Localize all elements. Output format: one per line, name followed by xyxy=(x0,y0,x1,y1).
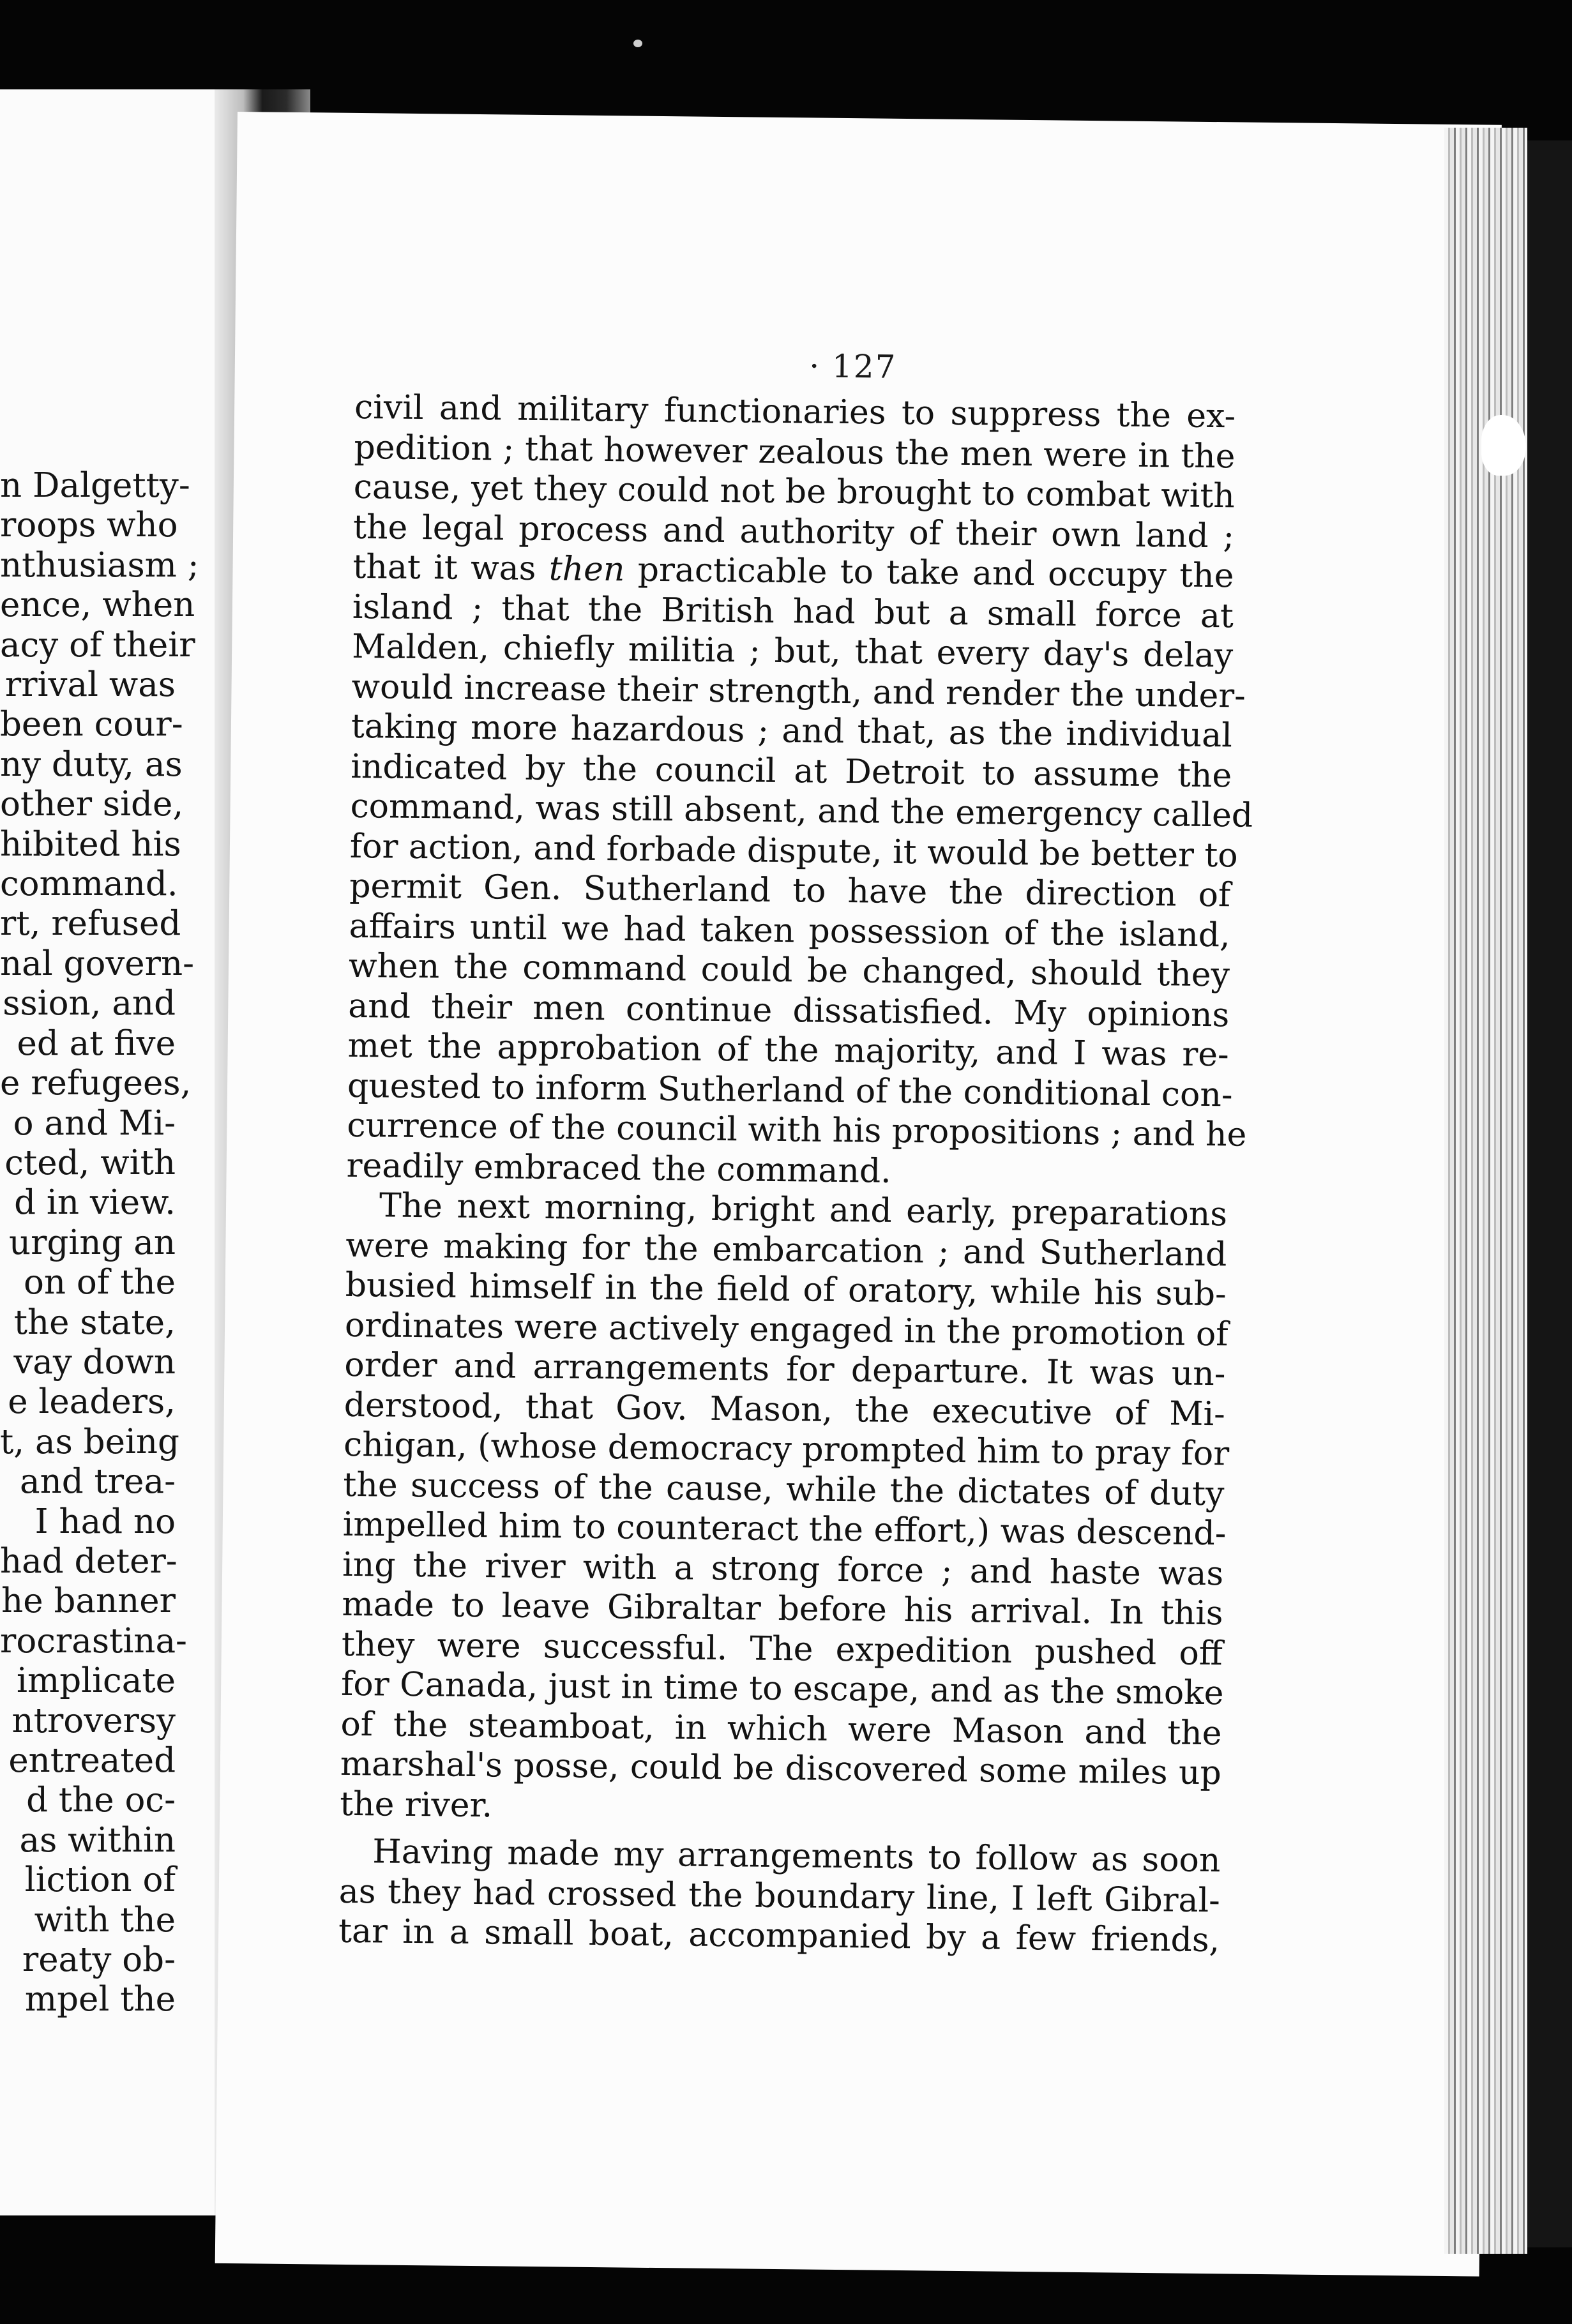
text-line: the legal process and authority of their own land ; xyxy=(352,508,1235,555)
left-text-line: with the xyxy=(34,1900,176,1940)
left-text-line: nal govern- xyxy=(0,944,195,983)
left-text-line: e refugees, xyxy=(0,1064,192,1103)
text-line: quested to inform Sutherland of the conditional con- xyxy=(347,1066,1233,1114)
text-line: that it was then practicable to take and occupy the xyxy=(352,547,1234,596)
text-line: civil and military functionaries to suppress the ex- xyxy=(354,388,1236,436)
emphasis-then: then xyxy=(548,550,625,589)
text-line: marshal's posse, could be discovered some miles up xyxy=(340,1744,1222,1793)
dust-speck xyxy=(633,40,642,47)
text-line: of the steamboat, in which were Mason and the xyxy=(340,1705,1222,1753)
left-page-text xyxy=(0,466,199,2020)
text-line: impelled him to counteract the effort,) was descend- xyxy=(342,1505,1227,1553)
text-line: ing the river with a strong force ; and haste was xyxy=(342,1545,1224,1593)
left-text-line: d in view. xyxy=(14,1183,176,1223)
left-text-line: ence, when xyxy=(0,585,195,625)
left-text-line: t, as being xyxy=(0,1422,179,1461)
left-text-line: been cour- xyxy=(0,705,183,744)
text-line: the river. xyxy=(339,1784,493,1825)
left-text-line: command. xyxy=(0,864,178,904)
text-line: Malden, chiefly militia ; but, that every day's delay xyxy=(351,627,1234,675)
text-line: pedition ; that however zealous the men were in the xyxy=(354,428,1236,476)
left-text-line: e leaders, xyxy=(8,1382,176,1422)
text-line: and their men continue dissatisfied. My opinions xyxy=(348,986,1230,1034)
text-line: when the command could be changed, should they xyxy=(348,946,1230,995)
text-line: permit Gen. Sutherland to have the direction of xyxy=(349,866,1231,915)
left-text-line: acy of their xyxy=(0,625,195,665)
left-text-line: I had no xyxy=(34,1502,176,1541)
left-text-line: mpel the xyxy=(24,1980,176,2019)
text-line: taking more hazardous ; and that, as the individual xyxy=(351,707,1233,755)
text-line: indicated by the council at Detroit to assume the xyxy=(350,747,1232,795)
left-text-line: implicate xyxy=(17,1661,176,1701)
left-text-line: ntroversy xyxy=(11,1701,176,1740)
text-line: affairs until we had taken possession of the island, xyxy=(349,907,1230,954)
paragraph-3 xyxy=(338,1832,1221,1961)
left-text-line: ed at five xyxy=(17,1023,176,1063)
text-line: tar in a small boat, accompanied by a few friends, xyxy=(338,1912,1220,1960)
left-text-line: had deter- xyxy=(0,1541,178,1581)
left-text-line: he banner xyxy=(1,1581,176,1621)
text-line: met the approbation of the majority, and I was re- xyxy=(347,1026,1229,1075)
text-line: would increase their strength, and render the under- xyxy=(351,667,1246,716)
left-text-line: urging an xyxy=(9,1223,176,1262)
text-line: were making for the embarcation ; and Sutherland xyxy=(345,1226,1227,1274)
text-line: they were successful. The expedition pushed off xyxy=(341,1625,1223,1673)
left-text-line: ssion, and xyxy=(3,984,176,1023)
left-text-line: the state, xyxy=(13,1302,176,1342)
left-text-line: o and Mi- xyxy=(13,1103,176,1143)
text-line: ordinates were actively engaged in the promotion of xyxy=(344,1306,1228,1354)
text-line: readily embraced the command. xyxy=(346,1146,892,1191)
paragraph-2 xyxy=(340,1186,1228,1793)
left-text-line: entreated xyxy=(8,1741,176,1780)
text-line: island ; that the British had but a small force at xyxy=(352,587,1234,635)
left-text-line: nthusiasm ; xyxy=(0,545,199,585)
left-text-line: as within xyxy=(19,1820,176,1860)
paper-blot xyxy=(1481,415,1526,476)
text-line: the success of the cause, while the dictates of duty xyxy=(343,1465,1225,1513)
text-line: for Canada, just in time to escape, and as the smoke xyxy=(340,1664,1224,1713)
text-line: for action, and forbade dispute, it would be better to xyxy=(349,827,1238,875)
left-text-line: n Dalgetty- xyxy=(0,466,190,505)
left-text-line: other side, xyxy=(0,785,184,824)
left-text-line: rocrastina- xyxy=(0,1621,187,1661)
text-line: order and arrangements for departure. It was un- xyxy=(344,1345,1226,1394)
book-cover-edge xyxy=(1527,140,1572,2247)
left-text-line: rrival was xyxy=(4,665,176,705)
right-page xyxy=(215,112,1502,2277)
left-text-line: reaty ob- xyxy=(22,1940,176,1980)
text-line: command, was still absent, and the emergency called xyxy=(350,787,1253,835)
left-text-line: rt, refused xyxy=(0,904,181,944)
left-text-line: liction of xyxy=(24,1860,176,1900)
paragraph-1-continued xyxy=(347,587,1253,1154)
text-line: currence of the council with his propositions ; and he xyxy=(347,1106,1247,1154)
paragraph-1 xyxy=(353,388,1236,556)
left-text-line: d the oc- xyxy=(26,1781,176,1820)
left-text-line: vay down xyxy=(13,1342,176,1382)
left-text-line: and trea- xyxy=(19,1462,176,1502)
left-text-line: roops who xyxy=(0,506,178,545)
text-line: cause, yet they could not be brought to combat with xyxy=(353,467,1236,516)
left-text-line: on of the xyxy=(23,1263,176,1302)
left-text-line: cted, with xyxy=(4,1143,176,1182)
text-line: made to leave Gibraltar before his arrival. In this xyxy=(342,1585,1223,1633)
text-line: Having made my arrangements to follow as soon xyxy=(372,1832,1221,1880)
text-line: derstood, that Gov. Mason, the executive of Mi- xyxy=(344,1385,1226,1433)
left-text-line: ny duty, as xyxy=(0,744,183,784)
text-line: busied himself in the field of oratory, while his sub- xyxy=(345,1265,1227,1314)
left-text-line: hibited his xyxy=(0,824,181,864)
page-body xyxy=(338,388,1253,1961)
text-line: as they had crossed the boundary line, I left Gibral- xyxy=(338,1872,1221,1920)
text-line: chigan, (whose democracy prompted him to pray for xyxy=(343,1425,1230,1474)
text-line: The next morning, bright and early, preparations xyxy=(379,1186,1228,1234)
page-number: · 127 xyxy=(808,347,897,386)
